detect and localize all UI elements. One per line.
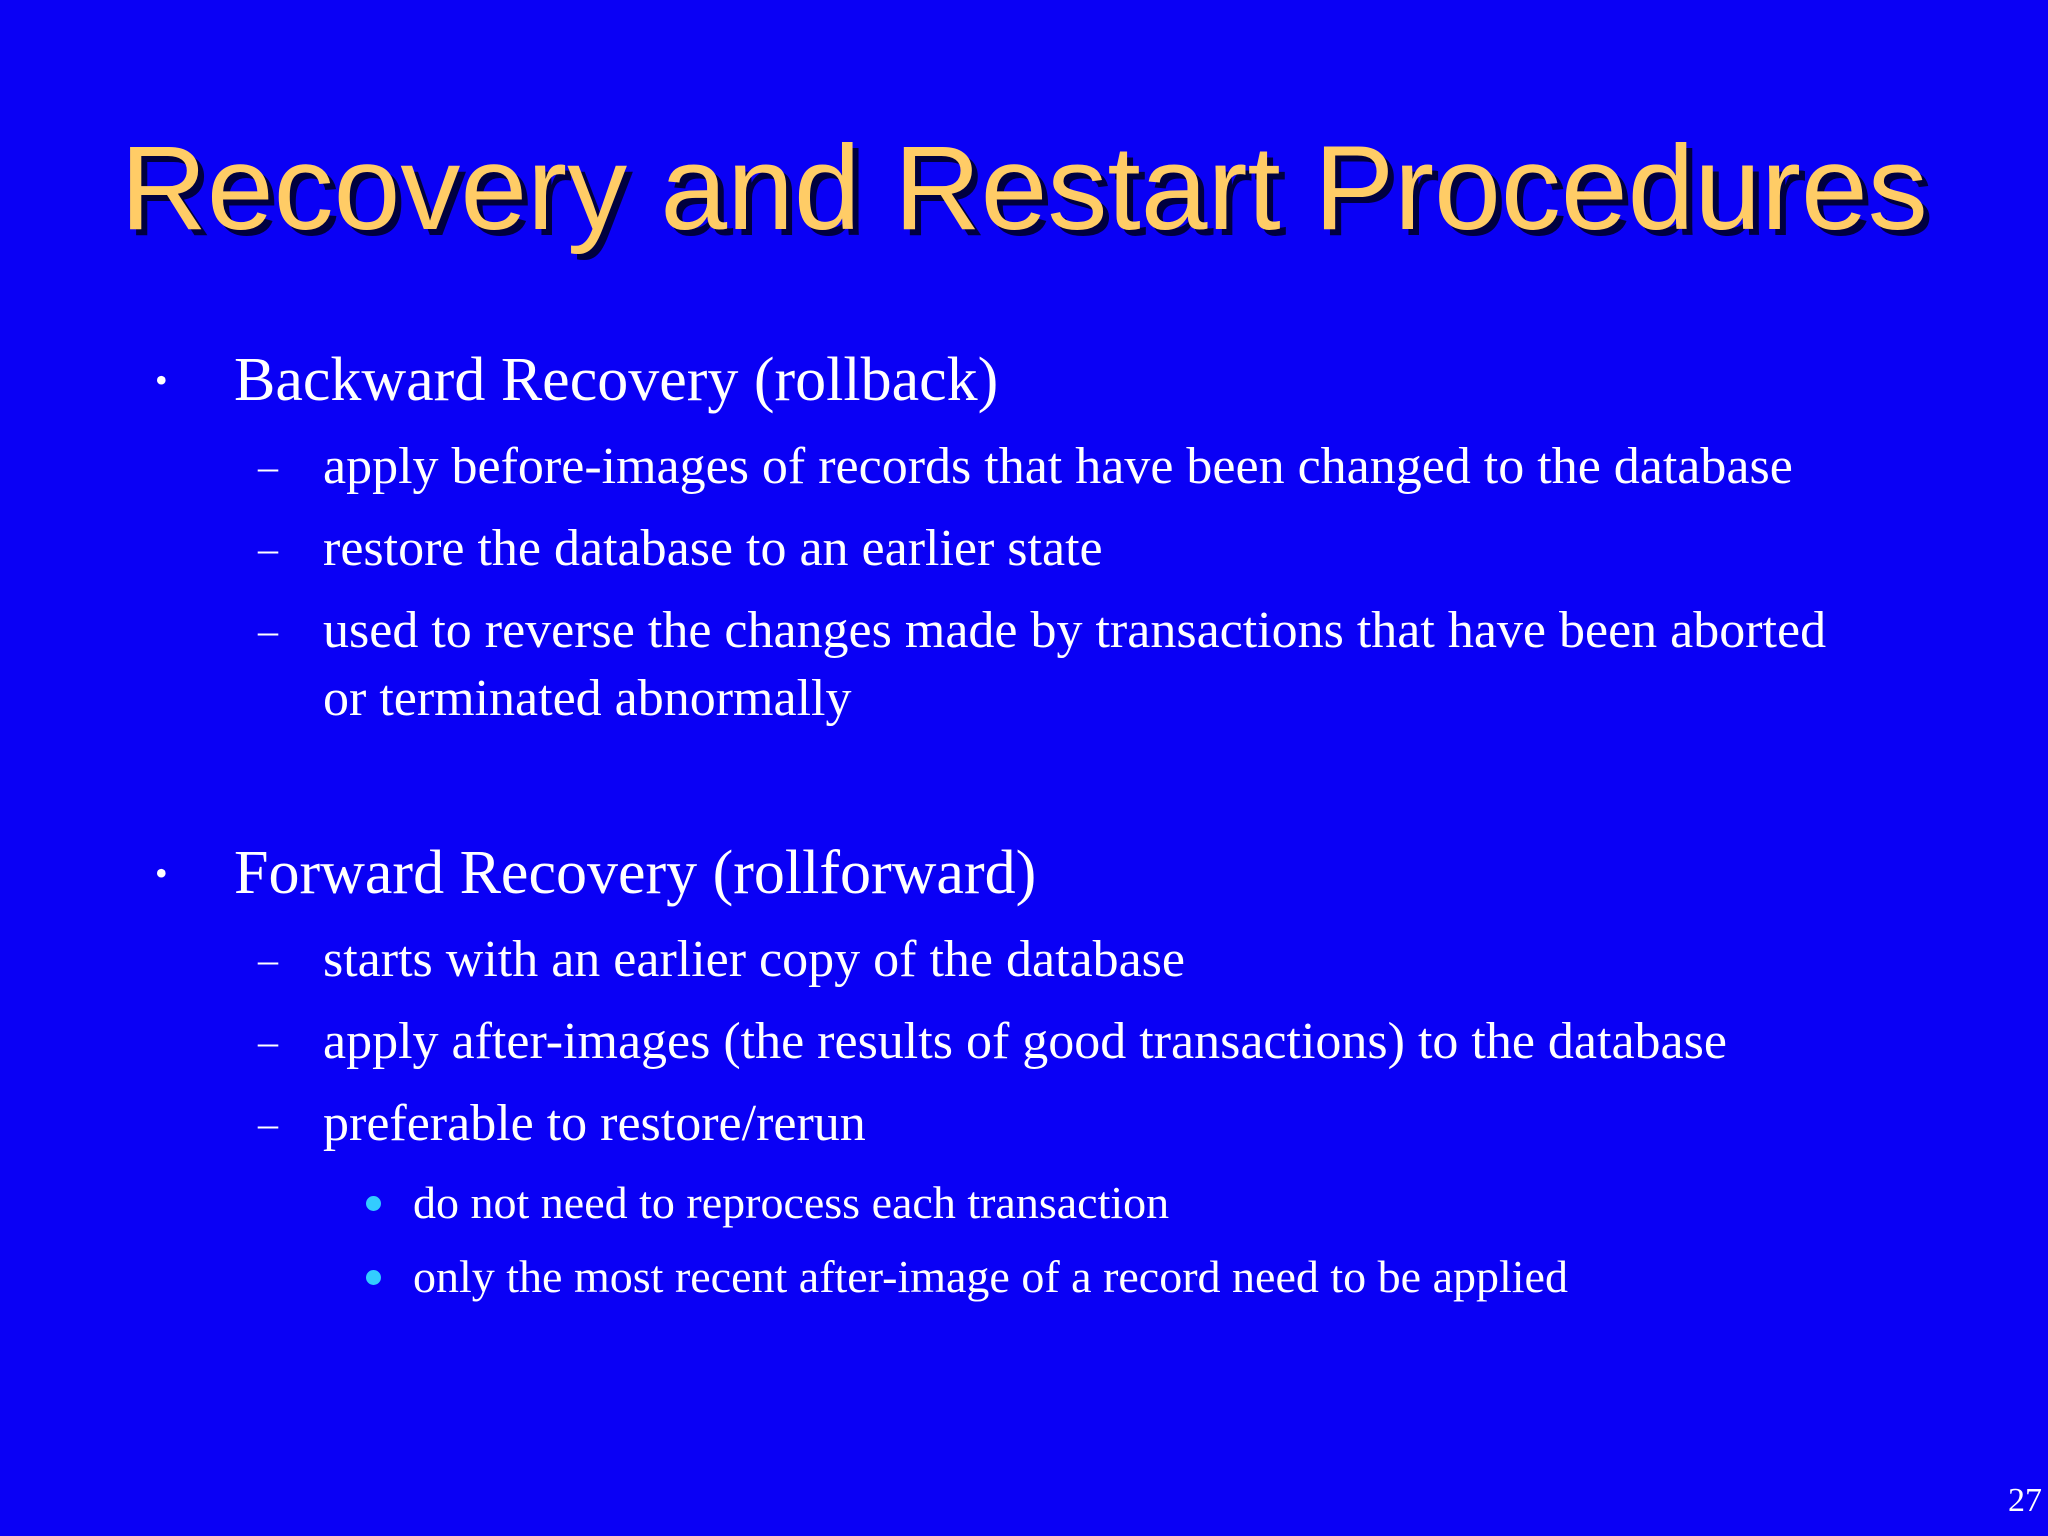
bullet-dot-icon: • [155,853,168,893]
round-bullet-icon [366,1270,381,1285]
page-number: 27 [2008,1482,2042,1519]
forward-point-2: apply after-images (the results of good transactions) to the database [323,1013,1727,1070]
forward-subpoint-2: only the most recent after-image of a record need to be applied [413,1251,1568,1302]
dash-bullet-icon: – [258,1101,278,1146]
bullet-dot-icon: • [155,360,168,400]
dash-bullet-icon: – [258,444,278,489]
dash-bullet-icon: – [258,1019,278,1064]
backward-point-3-line-1: used to reverse the changes made by transactions that have been aborted [323,602,1827,659]
section-heading-backward: Backward Recovery (rollback) [234,346,999,414]
forward-point-3: preferable to restore/rerun [323,1095,866,1152]
slide-title: Recovery and Restart Procedures [120,121,1928,255]
round-bullet-icon [366,1196,381,1211]
backward-point-1: apply before-images of records that have been changed to the database [323,438,1793,495]
dash-bullet-icon: – [258,526,278,571]
dash-bullet-icon: – [258,937,278,982]
dash-bullet-icon: – [258,608,278,653]
forward-subpoint-1: do not need to reprocess each transaction [413,1177,1170,1228]
backward-point-3-line-2: or terminated abnormally [323,670,852,727]
forward-point-1: starts with an earlier copy of the database [323,931,1185,988]
backward-point-2: restore the database to an earlier state [323,520,1103,577]
section-heading-forward: Forward Recovery (rollforward) [234,839,1037,907]
